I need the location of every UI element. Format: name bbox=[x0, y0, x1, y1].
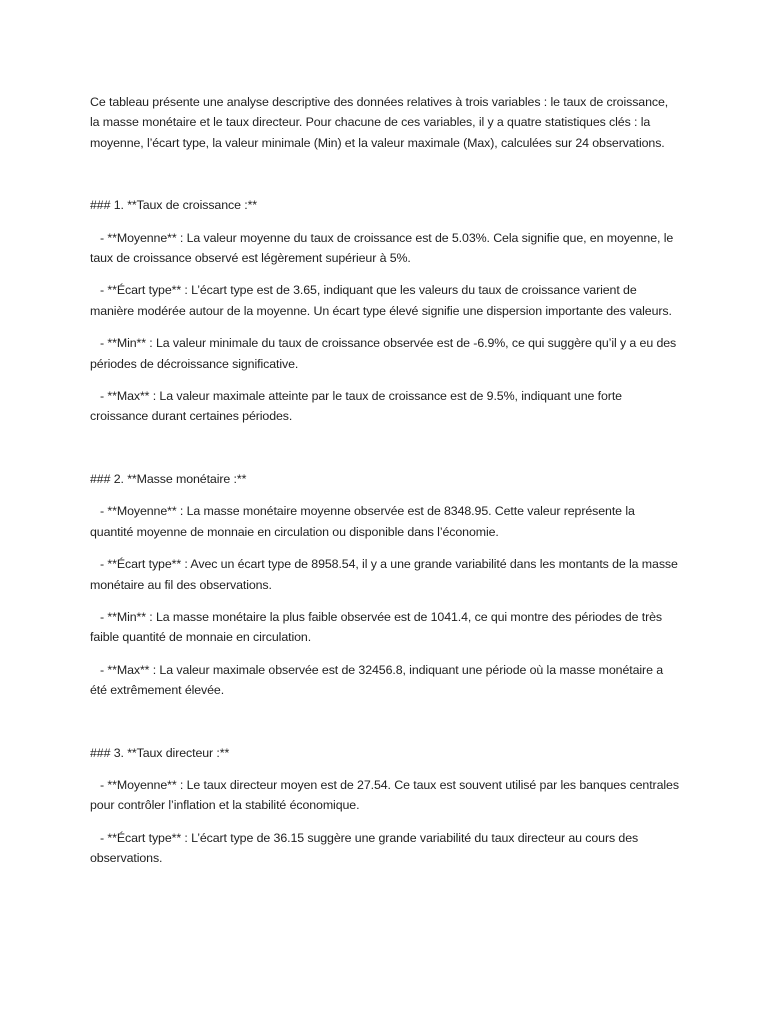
stat-ecart-type: - **Écart type** : Avec un écart type de 8958.54, il y a une grande variabilité dans les montants de la masse monétaire au fil des observations. bbox=[90, 557, 682, 592]
stat-ecart-type: - **Écart type** : L’écart type est de 3.65, indiquant que les valeurs du taux de croissance varient de manière modérée autour de la moyenne. Un écart type élevé signifie une dispersion importante des valeurs. bbox=[90, 283, 672, 318]
stat-max: - **Max** : La valeur maximale observée est de 32456.8, indiquant une période où la masse monétaire a été extrêmement élevée. bbox=[90, 662, 667, 698]
stat-moyenne: - **Moyenne** : Le taux directeur moyen est de 27.54. Ce taux est souvent utilisé par les banques centrales pour contrôler l’inflation et la stabilité économique. bbox=[90, 777, 683, 813]
document-body bbox=[90, 92, 683, 911]
section-taux-de-croissance bbox=[90, 195, 680, 427]
stat-moyenne: - **Moyenne** : La masse monétaire moyenne observée est de 8348.95. Cette valeur représente la quantité moyenne de monnaie en circulation ou disponible dans l’économie. bbox=[90, 504, 639, 539]
section-masse-monetaire bbox=[90, 469, 680, 701]
intro-paragraph: Ce tableau présente une analyse descriptive des données relatives à trois variables : le taux de croissance, la masse monétaire et le taux directeur. Pour chacune de ces variables, il y a quatre statistiques clés : la moyenne, l’écart type, la valeur minimale (Min) et la valeur maximale (Max), calculées sur 24 observations. bbox=[90, 95, 669, 150]
section-heading: ### 3. **Taux directeur :** bbox=[90, 745, 230, 760]
stat-min: - **Min** : La valeur minimale du taux de croissance observée est de -6.9%, ce qui suggère qu’il y a eu des périodes de décroissance significative. bbox=[90, 336, 680, 371]
stat-min: - **Min** : La masse monétaire la plus faible observée est de 1041.4, ce qui montre des périodes de très faible quantité de monnaie en circulation. bbox=[90, 609, 666, 645]
section-heading: ### 1. **Taux de croissance :** bbox=[90, 198, 258, 213]
stat-ecart-type: - **Écart type** : L’écart type de 36.15 suggère une grande variabilité du taux directeur au cours des observations. bbox=[90, 830, 642, 866]
stat-moyenne: - **Moyenne** : La valeur moyenne du taux de croissance est de 5.03%. Cela signifie que, en moyenne, le taux de croissance observé est légèrement supérieur à 5%. bbox=[90, 230, 677, 266]
stat-max: - **Max** : La valeur maximale atteinte par le taux de croissance est de 9.5%, indiquant une forte croissance durant certaines périodes. bbox=[90, 389, 626, 424]
section-taux-directeur bbox=[90, 743, 683, 869]
section-heading: ### 2. **Masse monétaire :** bbox=[90, 471, 247, 486]
